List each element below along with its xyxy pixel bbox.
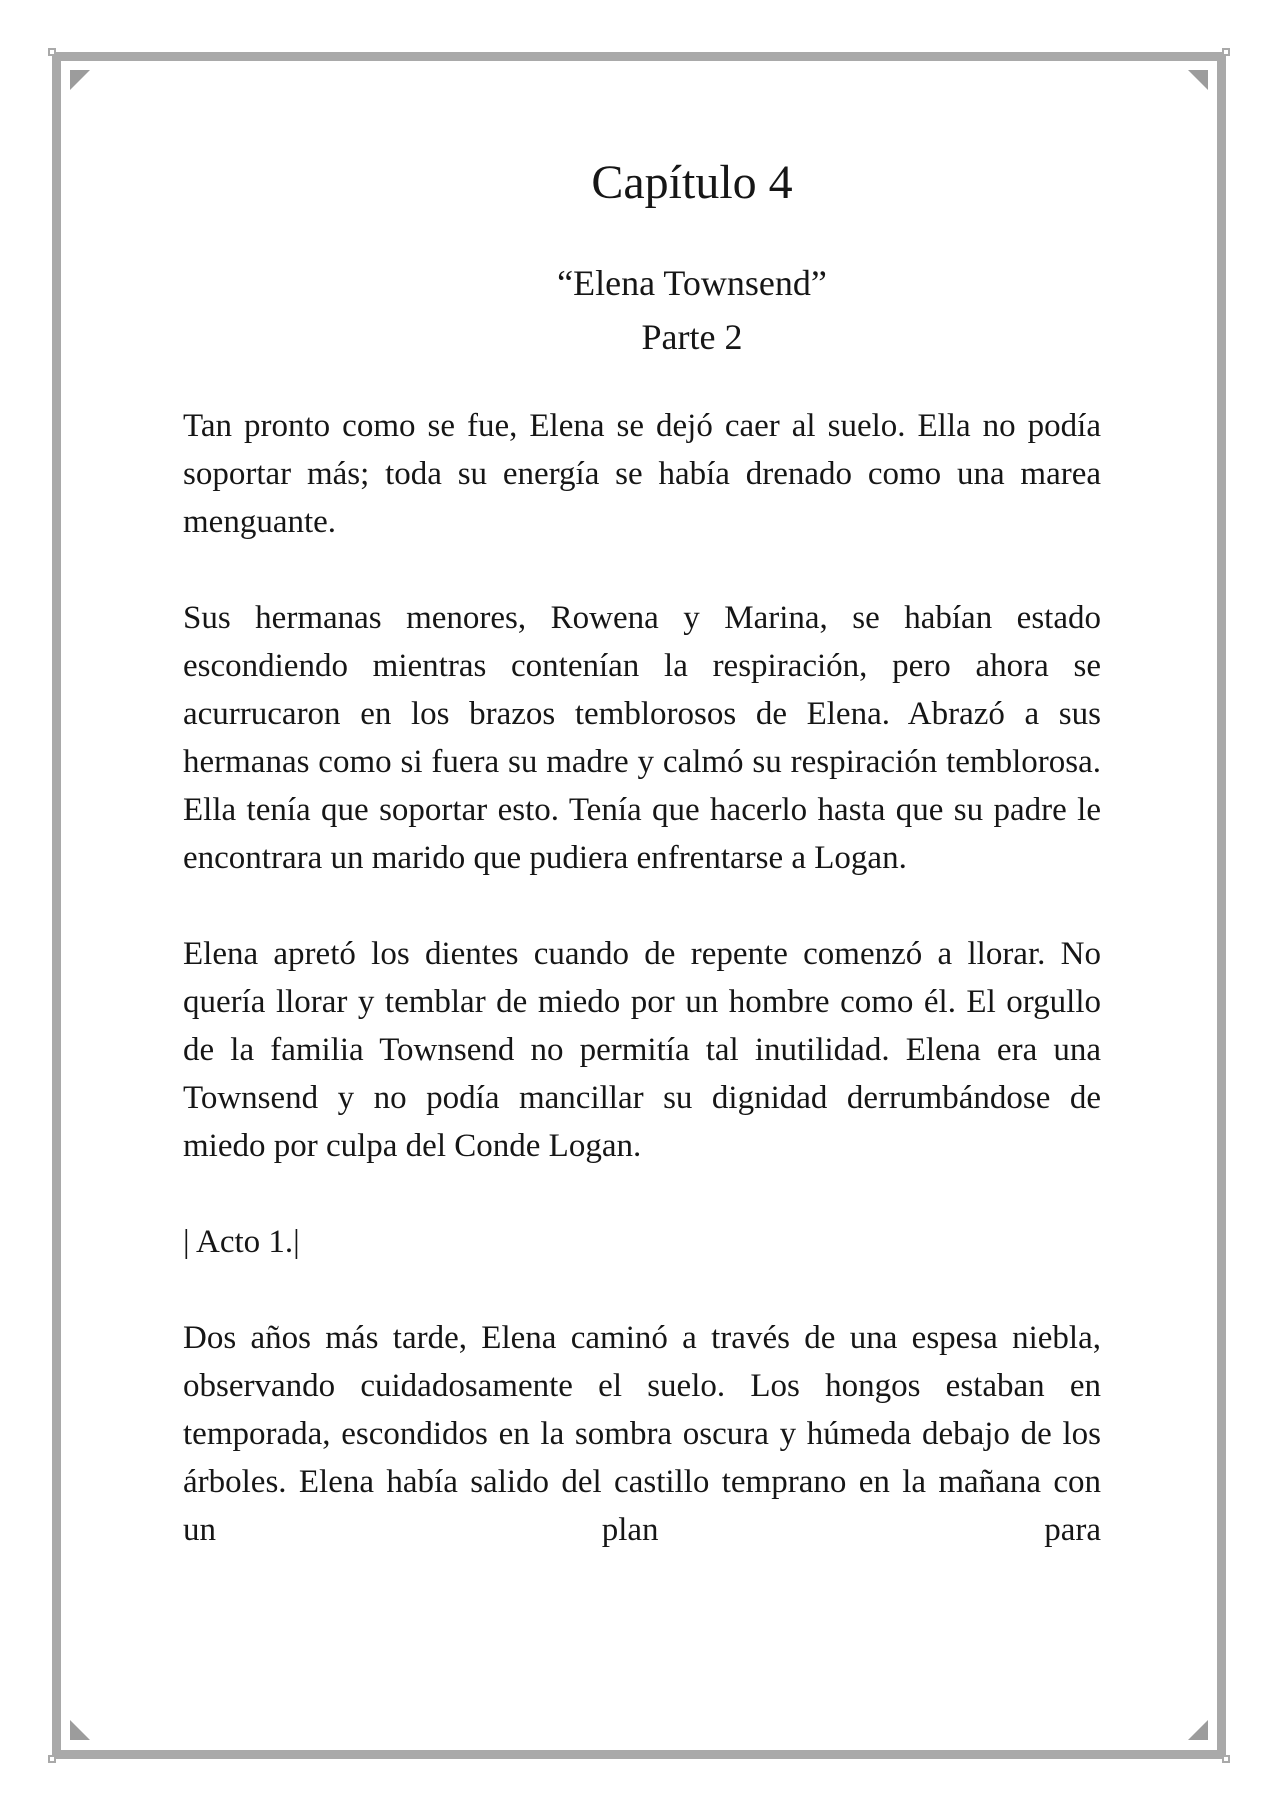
subtitle-part: Parte 2 [641, 317, 743, 357]
page-content [183, 150, 1101, 1554]
frame-corner-ornament [1222, 1755, 1230, 1763]
frame-right-border [1217, 56, 1226, 1756]
frame-corner-ornament [1222, 48, 1230, 56]
frame-corner-triangle [70, 70, 90, 90]
frame-left-border [52, 56, 61, 1756]
subtitle-name: “Elena Townsend” [557, 263, 827, 303]
chapter-subtitle [283, 256, 1101, 364]
frame-corner-ornament [48, 1755, 56, 1763]
paragraph: Sus hermanas menores, Rowena y Marina, se habían estado escondiendo mientras contenían la respiración, pero ahora se acurrucaron en los brazos temblorosos de Elena. Abrazó a sus hermanas como si fuera su madre y calmó su respiración temblorosa. Ella tenía que soportar esto. Tenía que hacerlo hasta que su padre le encontrara un marido que pudiera enfrentarse a Logan. [183, 600, 1101, 876]
paragraph: Elena apretó los dientes cuando de repente comenzó a llorar. No quería llorar y temblar de miedo por un hombre como él. El orgullo de la familia Townsend no permitía tal inutilidad. Elena era una Townsend y no podía mancillar su dignidad derrumbándose de miedo por culpa del Conde Logan. [183, 936, 1101, 1164]
frame-corner-triangle [1188, 1720, 1208, 1740]
paragraph: Tan pronto como se fue, Elena se dejó caer al suelo. Ella no podía soportar más; toda su energía se había drenado como una marea menguante. [183, 408, 1101, 540]
section-marker: | Acto 1.| [183, 1224, 300, 1260]
frame-corner-triangle [1188, 70, 1208, 90]
paragraph: Dos años más tarde, Elena caminó a través de una espesa niebla, observando cuidadosamente el suelo. Los hongos estaban en temporada, escondidos en la sombra oscura y húmeda debajo de los árboles. Elena había salido del castillo temprano en la mañana con un plan para [183, 1320, 1101, 1548]
frame-corner-triangle [70, 1720, 90, 1740]
frame-corner-ornament [48, 48, 56, 56]
chapter-title: Capítulo 4 [591, 156, 793, 209]
frame-bottom-border [56, 1750, 1226, 1759]
frame-top-border [56, 52, 1226, 61]
